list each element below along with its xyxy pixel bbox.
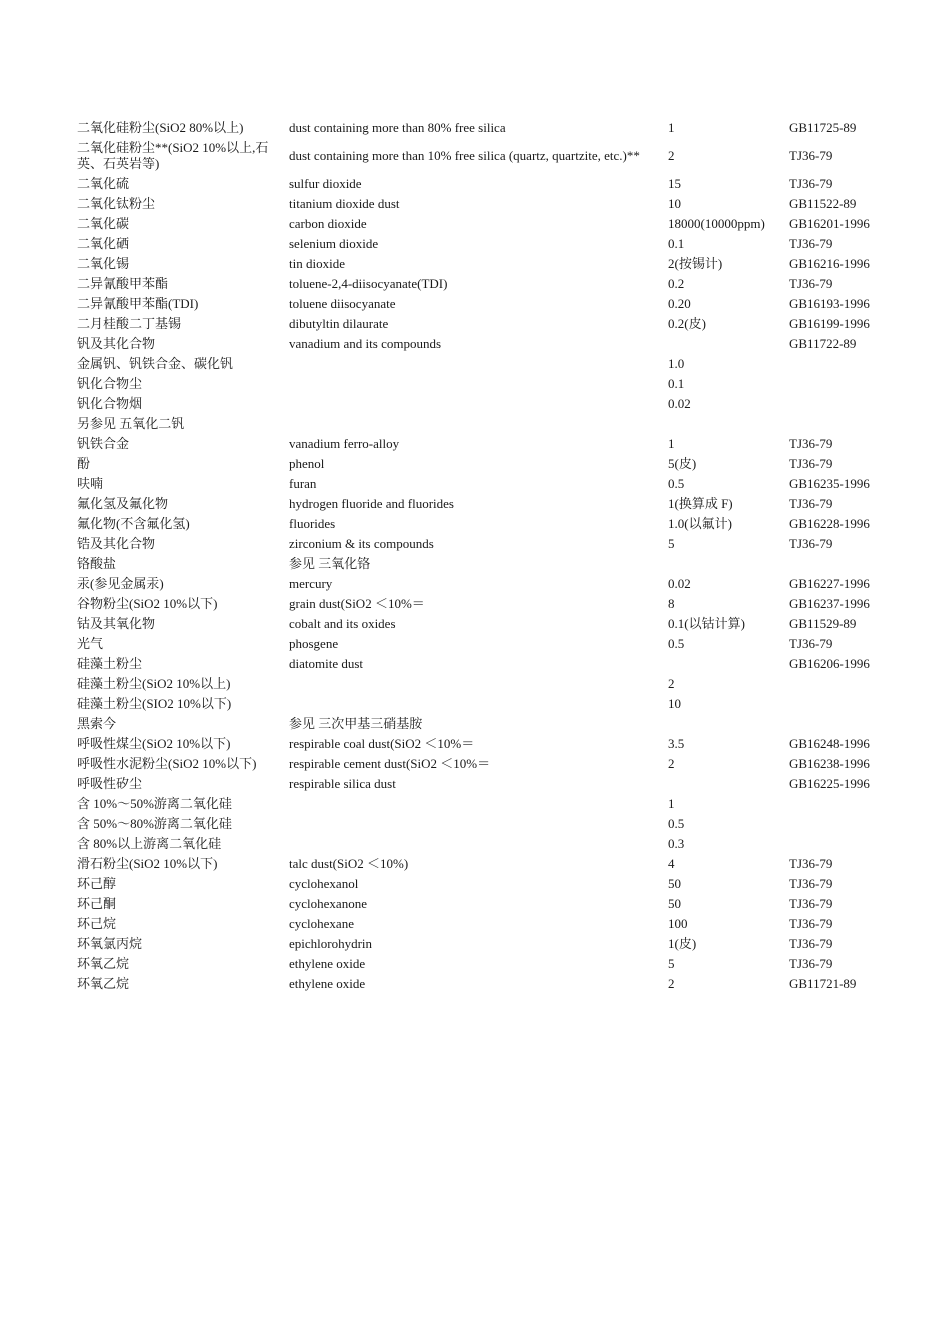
english-name-cell: toluene diisocyanate: [289, 296, 396, 311]
english-name-cell: [289, 354, 668, 374]
table-row: [77, 174, 877, 194]
chinese-name-cell: 呼吸性矽尘: [77, 776, 143, 791]
english-name-cell: grain dust(SiO2 ＜10%＝: [289, 596, 425, 611]
english-name-cell: cyclohexane: [289, 916, 354, 931]
chinese-name-cell: 二氧化碳: [77, 216, 130, 231]
chinese-name-cell: 硅藻土粉尘(SiO2 10%以上): [77, 676, 231, 691]
limit-value-cell: 0.1: [668, 376, 685, 391]
table-row: [77, 214, 877, 234]
table-row: [77, 794, 877, 814]
chinese-name-cell: 汞(参见金属汞): [77, 576, 164, 591]
english-name-cell: fluorides: [289, 516, 336, 531]
table-row: [77, 334, 877, 354]
standard-code-cell: GB16228-1996: [789, 516, 870, 531]
standard-code-cell: GB11725-89: [789, 120, 857, 135]
english-name-cell: [289, 794, 668, 814]
limit-value-cell: 1(皮): [668, 936, 697, 951]
standard-code-cell: GB16238-1996: [789, 756, 870, 771]
limit-value-cell: 0.5: [668, 636, 685, 651]
standard-code-cell: [789, 714, 877, 734]
standard-code-cell: TJ36-79: [789, 456, 833, 471]
table-row: [77, 594, 877, 614]
standard-code-cell: GB11722-89: [789, 336, 857, 351]
chinese-name-cell: 环己酮: [77, 896, 117, 911]
standard-code-cell: GB16206-1996: [789, 656, 870, 671]
standard-code-cell: [789, 834, 877, 854]
english-name-cell: vanadium ferro-alloy: [289, 436, 400, 451]
standard-code-cell: [789, 354, 877, 374]
limit-value-cell: 10: [668, 196, 681, 211]
limit-value-cell: 4: [668, 856, 675, 871]
english-name-cell: cyclohexanol: [289, 876, 359, 891]
standard-code-cell: [789, 414, 877, 434]
standard-code-cell: GB11529-89: [789, 616, 857, 631]
chinese-name-cell: 氟化物(不含氟化氢): [77, 516, 190, 531]
chinese-name-cell: 硅藻土粉尘: [77, 656, 143, 671]
table-row: [77, 834, 877, 854]
standard-code-cell: TJ36-79: [789, 148, 833, 163]
chinese-name-cell: 光气: [77, 636, 104, 651]
table-body: [77, 118, 877, 994]
table-row: [77, 514, 877, 534]
english-name-cell: [289, 674, 668, 694]
table-row: [77, 254, 877, 274]
chinese-name-cell: 呼吸性水泥粉尘(SiO2 10%以下): [77, 756, 257, 771]
table-row: [77, 494, 877, 514]
table-row: [77, 314, 877, 334]
table-row: [77, 874, 877, 894]
standard-code-cell: [789, 794, 877, 814]
chinese-name-cell: 含 10%～50%游离二氧化硅: [77, 796, 232, 811]
table-row: [77, 554, 877, 574]
english-name-cell: sulfur dioxide: [289, 176, 362, 191]
standard-code-cell: GB11721-89: [789, 976, 857, 991]
table-row: [77, 694, 877, 714]
limit-value-cell: 18000(10000ppm): [668, 216, 765, 231]
standard-code-cell: TJ36-79: [789, 876, 833, 891]
chinese-name-cell: 环氧乙烷: [77, 956, 130, 971]
english-name-cell: vanadium and its compounds: [289, 336, 442, 351]
limit-value-cell: 0.5: [668, 476, 685, 491]
chinese-name-cell: 二氧化钛粉尘: [77, 196, 156, 211]
limit-value-cell: 2: [668, 976, 675, 991]
limit-value-cell: [668, 774, 789, 794]
standard-code-cell: GB16237-1996: [789, 596, 870, 611]
limit-value-cell: [668, 554, 789, 574]
limit-value-cell: 0.3: [668, 836, 685, 851]
english-name-cell: [289, 374, 668, 394]
chinese-name-cell: 二氧化硅粉尘**(SiO2 10%以上,石英、石英岩等): [77, 140, 269, 171]
table-row: [77, 754, 877, 774]
english-name-cell: hydrogen fluoride and fluorides: [289, 496, 454, 511]
table-row: [77, 854, 877, 874]
standard-code-cell: TJ36-79: [789, 276, 833, 291]
table-row: [77, 614, 877, 634]
limit-value-cell: 1: [668, 120, 675, 135]
english-name-cell: [289, 814, 668, 834]
limit-value-cell: 1: [668, 796, 675, 811]
limit-value-cell: 15: [668, 176, 681, 191]
standard-code-cell: GB16235-1996: [789, 476, 870, 491]
table-row: [77, 574, 877, 594]
chinese-name-cell: 另参见 五氧化二钒: [77, 416, 185, 431]
limit-value-cell: 0.2(皮): [668, 316, 706, 331]
limit-value-cell: 100: [668, 916, 688, 931]
chinese-name-cell: 钒化合物尘: [77, 376, 143, 391]
limit-value-cell: 5: [668, 956, 675, 971]
standard-code-cell: GB16201-1996: [789, 216, 870, 231]
standard-code-cell: GB16199-1996: [789, 316, 870, 331]
limit-value-cell: 2: [668, 148, 675, 163]
english-name-cell: respirable coal dust(SiO2 ＜10%＝: [289, 736, 475, 751]
table-row: [77, 138, 877, 174]
standard-code-cell: GB16227-1996: [789, 576, 870, 591]
chinese-name-cell: 含 80%以上游离二氧化硅: [77, 836, 222, 851]
limit-value-cell: 0.02: [668, 396, 691, 411]
english-name-cell: [289, 414, 668, 434]
chinese-name-cell: 氟化氢及氟化物: [77, 496, 169, 511]
limit-value-cell: 2(按锡计): [668, 256, 723, 271]
english-name-cell: dust containing more than 10% free silica (quartz, quartzite, etc.)**: [289, 148, 640, 163]
table-row: [77, 374, 877, 394]
table-row: [77, 294, 877, 314]
table-row: [77, 634, 877, 654]
english-name-cell: [289, 394, 668, 414]
limit-value-cell: 8: [668, 596, 675, 611]
chinese-name-cell: 钒及其化合物: [77, 336, 156, 351]
table-row: [77, 894, 877, 914]
english-name-cell: zirconium & its compounds: [289, 536, 434, 551]
limit-value-cell: 0.1(以钴计算): [668, 616, 745, 631]
standard-code-cell: TJ36-79: [789, 896, 833, 911]
english-name-cell: ethylene oxide: [289, 956, 366, 971]
english-name-cell: furan: [289, 476, 317, 491]
chinese-name-cell: 二月桂酸二丁基锡: [77, 316, 182, 331]
limit-value-cell: 0.2: [668, 276, 685, 291]
chinese-name-cell: 黑索今: [77, 716, 117, 731]
standard-code-cell: GB16193-1996: [789, 296, 870, 311]
chinese-name-cell: 含 50%～80%游离二氧化硅: [77, 816, 232, 831]
chinese-name-cell: 环氧乙烷: [77, 976, 130, 991]
chinese-name-cell: 钒铁合金: [77, 436, 130, 451]
standard-code-cell: TJ36-79: [789, 176, 833, 191]
chinese-name-cell: 二异氰酸甲苯酯: [77, 276, 169, 291]
english-name-cell: cyclohexanone: [289, 896, 367, 911]
limit-value-cell: 5: [668, 536, 675, 551]
standard-code-cell: TJ36-79: [789, 636, 833, 651]
table-row: [77, 974, 877, 994]
chinese-name-cell: 谷物粉尘(SiO2 10%以下): [77, 596, 218, 611]
english-name-cell: tin dioxide: [289, 256, 345, 271]
limit-value-cell: 0.20: [668, 296, 691, 311]
chinese-name-cell: 滑石粉尘(SiO2 10%以下): [77, 856, 218, 871]
standard-code-cell: TJ36-79: [789, 916, 833, 931]
exposure-limits-table: [77, 118, 877, 994]
table-row: [77, 814, 877, 834]
standard-code-cell: GB16248-1996: [789, 736, 870, 751]
standard-code-cell: TJ36-79: [789, 936, 833, 951]
english-name-cell: selenium dioxide: [289, 236, 379, 251]
table-row: [77, 454, 877, 474]
limit-value-cell: 0.02: [668, 576, 691, 591]
standard-code-cell: TJ36-79: [789, 436, 833, 451]
table-row: [77, 954, 877, 974]
chinese-name-cell: 环己醇: [77, 876, 117, 891]
table-row: [77, 534, 877, 554]
limit-value-cell: [668, 334, 789, 354]
chinese-name-cell: 二氧化硅粉尘(SiO2 80%以上): [77, 120, 244, 135]
limit-value-cell: 10: [668, 696, 681, 711]
table-row: [77, 934, 877, 954]
table-row: [77, 194, 877, 214]
standard-code-cell: [789, 694, 877, 714]
table-row: [77, 354, 877, 374]
english-name-cell: cobalt and its oxides: [289, 616, 396, 631]
chinese-name-cell: 二氧化锡: [77, 256, 130, 271]
english-name-cell: phosgene: [289, 636, 339, 651]
table-row: [77, 234, 877, 254]
standard-code-cell: TJ36-79: [789, 496, 833, 511]
table-row: [77, 118, 877, 138]
limit-value-cell: [668, 414, 789, 434]
standard-code-cell: GB16216-1996: [789, 256, 870, 271]
chinese-name-cell: 锆及其化合物: [77, 536, 156, 551]
chinese-name-cell: 钒化合物烟: [77, 396, 143, 411]
chinese-name-cell: 二氧化硫: [77, 176, 130, 191]
chinese-name-cell: 金属钒、钒铁合金、碳化钒: [77, 356, 234, 371]
english-name-cell: titanium dioxide dust: [289, 196, 400, 211]
limit-value-cell: 0.1: [668, 236, 685, 251]
table-row: [77, 394, 877, 414]
english-name-cell: toluene-2,4-diisocyanate(TDI): [289, 276, 448, 291]
english-name-cell: phenol: [289, 456, 325, 471]
standard-code-cell: GB16225-1996: [789, 776, 870, 791]
chinese-name-cell: 钴及其氧化物: [77, 616, 156, 631]
limit-value-cell: 5(皮): [668, 456, 697, 471]
limit-value-cell: 1(换算成 F): [668, 496, 733, 511]
limit-value-cell: 1: [668, 436, 675, 451]
english-name-cell: 参见 三次甲基三硝基胺: [289, 716, 423, 731]
english-name-cell: dibutyltin dilaurate: [289, 316, 389, 331]
chinese-name-cell: 呼吸性煤尘(SiO2 10%以下): [77, 736, 231, 751]
standard-code-cell: GB11522-89: [789, 196, 857, 211]
chinese-name-cell: 二异氰酸甲苯酯(TDI): [77, 296, 199, 311]
standard-code-cell: [789, 394, 877, 414]
standard-code-cell: TJ36-79: [789, 856, 833, 871]
table-row: [77, 774, 877, 794]
english-name-cell: ethylene oxide: [289, 976, 366, 991]
table-row: [77, 914, 877, 934]
standard-code-cell: [789, 554, 877, 574]
english-name-cell: dust containing more than 80% free silica: [289, 120, 506, 135]
limit-value-cell: 3.5: [668, 736, 685, 751]
limit-value-cell: 2: [668, 676, 675, 691]
limit-value-cell: 1.0: [668, 356, 685, 371]
chinese-name-cell: 环己烷: [77, 916, 117, 931]
table-row: [77, 414, 877, 434]
limit-value-cell: 50: [668, 876, 681, 891]
standard-code-cell: TJ36-79: [789, 536, 833, 551]
limit-value-cell: 2: [668, 756, 675, 771]
standard-code-cell: [789, 374, 877, 394]
chinese-name-cell: 铬酸盐: [77, 556, 117, 571]
limit-value-cell: [668, 654, 789, 674]
english-name-cell: [289, 834, 668, 854]
standard-code-cell: TJ36-79: [789, 956, 833, 971]
table-row: [77, 434, 877, 454]
limit-value-cell: 0.5: [668, 816, 685, 831]
chinese-name-cell: 呋喃: [77, 476, 104, 491]
chinese-name-cell: 环氧氯丙烷: [77, 936, 143, 951]
standard-code-cell: TJ36-79: [789, 236, 833, 251]
table-row: [77, 474, 877, 494]
table-row: [77, 734, 877, 754]
english-name-cell: mercury: [289, 576, 333, 591]
chinese-name-cell: 酚: [77, 456, 91, 471]
english-name-cell: respirable cement dust(SiO2 ＜10%＝: [289, 756, 491, 771]
standard-code-cell: [789, 674, 877, 694]
english-name-cell: talc dust(SiO2 ＜10%): [289, 856, 409, 871]
table-row: [77, 654, 877, 674]
chinese-name-cell: 硅藻土粉尘(SIO2 10%以下): [77, 696, 232, 711]
table-row: [77, 674, 877, 694]
english-name-cell: respirable silica dust: [289, 776, 396, 791]
chinese-name-cell: 二氧化硒: [77, 236, 130, 251]
limit-value-cell: [668, 714, 789, 734]
english-name-cell: 参见 三氧化铬: [289, 556, 371, 571]
english-name-cell: [289, 694, 668, 714]
limit-value-cell: 1.0(以氟计): [668, 516, 732, 531]
english-name-cell: carbon dioxide: [289, 216, 367, 231]
table-row: [77, 274, 877, 294]
table-row: [77, 714, 877, 734]
english-name-cell: epichlorohydrin: [289, 936, 373, 951]
english-name-cell: diatomite dust: [289, 656, 364, 671]
standard-code-cell: [789, 814, 877, 834]
limit-value-cell: 50: [668, 896, 681, 911]
